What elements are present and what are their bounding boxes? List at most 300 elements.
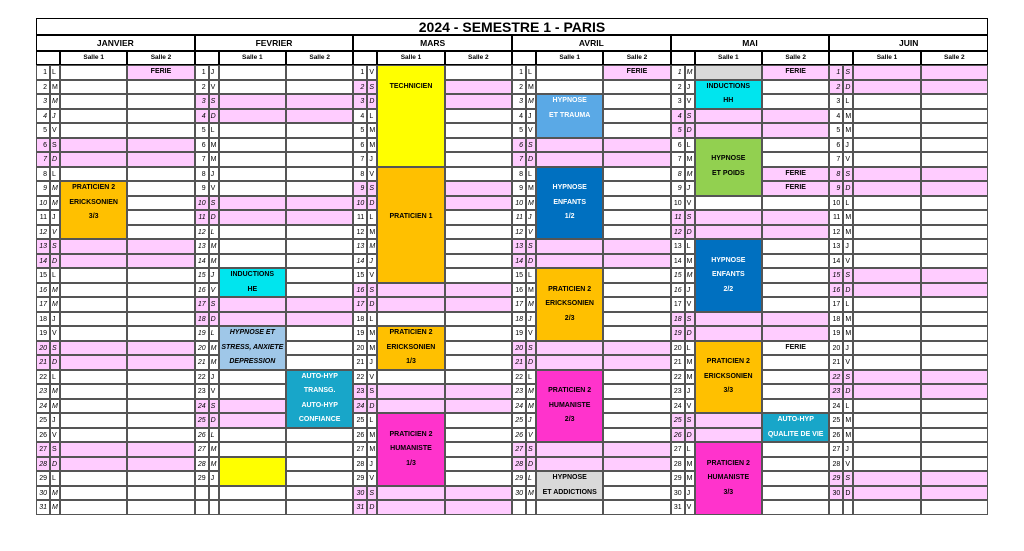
calendar-cell[interactable] [127,471,194,486]
calendar-cell[interactable] [921,428,988,443]
calendar-cell[interactable] [60,297,127,312]
calendar-cell[interactable] [286,80,353,95]
calendar-cell[interactable] [60,65,127,80]
calendar-cell[interactable] [286,471,353,486]
day-weekday: S [685,109,695,124]
calendar-cell[interactable] [853,123,920,138]
calendar-cell[interactable] [127,413,194,428]
calendar-cell[interactable] [286,152,353,167]
calendar-cell[interactable] [60,167,127,182]
calendar-cell[interactable] [286,486,353,501]
calendar-cell[interactable] [853,500,920,515]
calendar-cell[interactable] [536,341,603,356]
calendar-cell[interactable] [127,326,194,341]
calendar-cell[interactable] [219,123,286,138]
calendar-cell[interactable] [219,196,286,211]
calendar-cell[interactable] [60,138,127,153]
calendar-cell[interactable] [60,500,127,515]
calendar-cell[interactable] [219,167,286,182]
calendar-cell[interactable] [921,94,988,109]
calendar-cell[interactable] [603,370,670,385]
calendar-cell[interactable] [603,384,670,399]
calendar-cell[interactable] [603,123,670,138]
calendar-cell[interactable] [286,341,353,356]
calendar-cell[interactable] [377,486,444,501]
calendar-cell[interactable] [921,268,988,283]
calendar-cell[interactable] [286,181,353,196]
calendar-cell[interactable] [377,297,444,312]
calendar-cell[interactable] [445,312,512,327]
calendar-cell[interactable] [60,80,127,95]
calendar-cell[interactable] [695,225,762,240]
calendar-cell[interactable] [127,297,194,312]
session-block[interactable] [219,457,286,486]
calendar-cell[interactable] [60,428,127,443]
calendar-cell[interactable] [127,138,194,153]
calendar-cell[interactable] [286,442,353,457]
calendar-cell[interactable] [536,442,603,457]
calendar-cell[interactable] [695,210,762,225]
calendar-cell[interactable] [603,457,670,472]
calendar-cell[interactable] [286,312,353,327]
calendar-cell[interactable] [853,341,920,356]
calendar-cell[interactable] [60,109,127,124]
calendar-cell[interactable] [603,210,670,225]
calendar-cell[interactable] [695,326,762,341]
calendar-cell[interactable] [286,268,353,283]
calendar-cell[interactable] [219,181,286,196]
calendar-cell[interactable] [695,109,762,124]
calendar-cell[interactable] [445,152,512,167]
calendar-cell[interactable] [219,399,286,414]
calendar-cell[interactable] [286,65,353,80]
calendar-cell[interactable] [853,428,920,443]
calendar-cell[interactable] [445,413,512,428]
calendar-cell[interactable] [286,109,353,124]
calendar-cell[interactable] [536,152,603,167]
calendar-cell[interactable] [762,486,829,501]
calendar-cell[interactable] [445,196,512,211]
calendar-cell[interactable] [60,94,127,109]
calendar-cell[interactable] [921,457,988,472]
calendar-cell[interactable] [921,65,988,80]
day-weekday: M [50,94,60,109]
calendar-cell[interactable] [762,94,829,109]
calendar-cell[interactable] [853,138,920,153]
calendar-cell[interactable] [219,486,286,501]
calendar-cell[interactable] [695,428,762,443]
calendar-cell[interactable] [603,312,670,327]
calendar-cell[interactable] [127,500,194,515]
calendar-cell[interactable] [603,239,670,254]
calendar-cell[interactable] [853,471,920,486]
calendar-cell[interactable] [127,268,194,283]
day-number: 20 [36,341,50,356]
calendar-cell[interactable] [921,355,988,370]
calendar-cell[interactable] [219,138,286,153]
calendar-cell[interactable] [219,384,286,399]
calendar-cell[interactable] [762,283,829,298]
calendar-cell[interactable] [60,326,127,341]
calendar-cell[interactable] [603,283,670,298]
calendar-cell[interactable] [127,109,194,124]
calendar-cell[interactable] [603,442,670,457]
calendar-cell[interactable] [762,196,829,211]
calendar-cell[interactable] [377,312,444,327]
calendar-cell[interactable] [762,239,829,254]
calendar-cell[interactable] [921,80,988,95]
day-weekday: M [685,471,695,486]
calendar-cell[interactable] [286,138,353,153]
calendar-cell[interactable] [921,138,988,153]
calendar-cell[interactable] [762,442,829,457]
calendar-cell[interactable] [219,94,286,109]
calendar-cell[interactable] [445,297,512,312]
calendar-cell[interactable] [286,196,353,211]
calendar-cell[interactable] [921,312,988,327]
calendar-cell[interactable] [445,370,512,385]
calendar-cell[interactable] [445,384,512,399]
calendar-cell[interactable] [921,486,988,501]
calendar-cell[interactable] [219,109,286,124]
calendar-cell[interactable] [60,486,127,501]
calendar-cell[interactable] [921,210,988,225]
calendar-cell[interactable] [286,210,353,225]
calendar-cell[interactable] [603,486,670,501]
calendar-cell[interactable] [921,384,988,399]
calendar-cell[interactable] [60,312,127,327]
calendar-cell[interactable] [762,312,829,327]
calendar-cell[interactable] [853,225,920,240]
calendar-cell[interactable] [603,297,670,312]
calendar-cell[interactable] [127,225,194,240]
calendar-cell[interactable] [536,254,603,269]
calendar-cell[interactable] [127,80,194,95]
calendar-cell[interactable] [445,428,512,443]
calendar-cell[interactable] [445,399,512,414]
calendar-cell[interactable] [603,80,670,95]
calendar-cell[interactable] [445,486,512,501]
calendar-cell[interactable] [921,326,988,341]
calendar-cell[interactable] [127,94,194,109]
calendar-cell[interactable] [286,428,353,443]
day-number: 9 [353,181,367,196]
calendar-cell[interactable] [445,268,512,283]
calendar-cell[interactable] [762,138,829,153]
calendar-cell[interactable] [445,210,512,225]
calendar-cell[interactable] [445,326,512,341]
calendar-cell[interactable] [603,341,670,356]
calendar-cell[interactable] [762,384,829,399]
calendar-cell[interactable] [377,500,444,515]
calendar-cell[interactable] [445,65,512,80]
calendar-cell[interactable] [127,210,194,225]
calendar-cell[interactable] [286,500,353,515]
calendar-cell[interactable] [603,326,670,341]
calendar-cell[interactable] [219,297,286,312]
calendar-cell[interactable] [853,152,920,167]
calendar-cell[interactable] [286,297,353,312]
calendar-cell[interactable] [603,413,670,428]
calendar-cell[interactable] [536,500,603,515]
calendar-cell[interactable] [219,370,286,385]
calendar-cell[interactable] [921,109,988,124]
room-header-mars-1: Salle 1 [377,51,444,65]
calendar-cell[interactable] [127,283,194,298]
calendar-cell[interactable] [853,297,920,312]
calendar-cell[interactable] [219,210,286,225]
calendar-cell[interactable] [603,94,670,109]
session-label: 1/3 [406,459,416,467]
calendar-cell[interactable] [921,225,988,240]
calendar-cell[interactable] [219,225,286,240]
calendar-cell[interactable] [603,109,670,124]
calendar-cell[interactable] [445,109,512,124]
calendar-cell[interactable] [921,254,988,269]
calendar-cell[interactable] [921,181,988,196]
calendar-cell[interactable] [219,65,286,80]
calendar-cell[interactable] [445,123,512,138]
calendar-cell[interactable] [762,326,829,341]
calendar-cell[interactable] [127,428,194,443]
calendar-cell[interactable] [695,196,762,211]
calendar-cell[interactable] [536,355,603,370]
calendar-cell[interactable] [286,457,353,472]
calendar-cell[interactable] [377,384,444,399]
calendar-cell[interactable] [127,457,194,472]
calendar-cell[interactable] [286,123,353,138]
calendar-cell[interactable] [127,152,194,167]
calendar-cell[interactable] [377,283,444,298]
calendar-cell[interactable] [853,268,920,283]
calendar-cell[interactable] [60,384,127,399]
calendar-cell[interactable] [445,239,512,254]
room-header-mai-1: Salle 1 [695,51,762,65]
calendar-cell[interactable] [762,109,829,124]
calendar-cell[interactable] [762,254,829,269]
day-header-juin [829,51,853,65]
calendar-cell[interactable] [60,413,127,428]
calendar-cell[interactable] [853,326,920,341]
calendar-cell[interactable] [445,254,512,269]
calendar-cell[interactable] [853,283,920,298]
calendar-cell[interactable] [762,123,829,138]
calendar-cell[interactable] [536,80,603,95]
calendar-cell[interactable] [762,210,829,225]
calendar-cell[interactable] [853,196,920,211]
calendar-cell[interactable] [762,471,829,486]
calendar-cell[interactable] [286,254,353,269]
calendar-cell[interactable] [921,442,988,457]
calendar-cell[interactable] [853,413,920,428]
day-number: 28 [512,457,526,472]
calendar-cell[interactable] [60,355,127,370]
calendar-cell[interactable] [921,239,988,254]
calendar-cell[interactable] [762,297,829,312]
calendar-cell[interactable] [445,94,512,109]
calendar-cell[interactable] [536,65,603,80]
calendar-cell[interactable] [536,239,603,254]
calendar-cell[interactable] [127,312,194,327]
calendar-cell[interactable] [921,370,988,385]
calendar-cell[interactable] [286,283,353,298]
calendar-cell[interactable] [853,65,920,80]
calendar-cell[interactable] [60,152,127,167]
calendar-cell[interactable] [853,254,920,269]
calendar-cell[interactable] [60,399,127,414]
calendar-cell[interactable] [762,152,829,167]
calendar-cell[interactable] [60,370,127,385]
calendar-cell[interactable] [219,254,286,269]
calendar-cell[interactable] [60,254,127,269]
calendar-cell[interactable] [695,413,762,428]
calendar-cell[interactable] [853,210,920,225]
calendar-cell[interactable] [762,500,829,515]
calendar-cell[interactable] [286,355,353,370]
calendar-cell[interactable] [921,399,988,414]
calendar-cell[interactable] [603,152,670,167]
calendar-cell[interactable] [853,167,920,182]
calendar-cell[interactable] [286,225,353,240]
calendar-cell[interactable] [853,94,920,109]
calendar-cell[interactable] [127,196,194,211]
calendar-cell[interactable] [445,442,512,457]
calendar-cell[interactable] [127,167,194,182]
calendar-cell[interactable] [219,428,286,443]
calendar-cell[interactable] [60,341,127,356]
calendar-cell[interactable] [853,442,920,457]
calendar-cell[interactable] [853,457,920,472]
session-block[interactable] [377,167,444,283]
calendar-cell[interactable] [60,442,127,457]
calendar-cell[interactable] [853,355,920,370]
calendar-cell[interactable] [219,442,286,457]
calendar-cell[interactable] [60,283,127,298]
calendar-cell[interactable] [127,399,194,414]
calendar-cell[interactable] [127,355,194,370]
calendar-cell[interactable] [762,225,829,240]
calendar-cell[interactable] [127,442,194,457]
calendar-cell[interactable] [762,80,829,95]
day-weekday: M [50,500,60,515]
calendar-cell[interactable] [286,326,353,341]
calendar-cell[interactable] [445,80,512,95]
calendar-cell[interactable] [445,138,512,153]
calendar-cell[interactable] [853,239,920,254]
calendar-cell[interactable] [536,457,603,472]
calendar-cell[interactable] [853,181,920,196]
calendar-cell[interactable] [921,413,988,428]
calendar-cell[interactable] [219,413,286,428]
calendar-cell[interactable] [219,500,286,515]
calendar-cell[interactable] [445,167,512,182]
calendar-cell[interactable] [60,123,127,138]
calendar-cell[interactable] [219,152,286,167]
calendar-cell[interactable] [445,225,512,240]
calendar-cell[interactable] [853,312,920,327]
calendar-cell[interactable] [603,138,670,153]
calendar-cell[interactable] [921,152,988,167]
calendar-cell[interactable] [921,283,988,298]
calendar-cell[interactable] [695,123,762,138]
day-number: 1 [36,65,50,80]
calendar-cell[interactable] [853,384,920,399]
calendar-cell[interactable] [445,471,512,486]
calendar-cell[interactable] [445,341,512,356]
calendar-cell[interactable] [603,355,670,370]
calendar-cell[interactable] [603,399,670,414]
calendar-cell[interactable] [445,500,512,515]
calendar-cell[interactable] [127,239,194,254]
calendar-cell[interactable] [921,500,988,515]
calendar-cell[interactable] [853,486,920,501]
calendar-cell[interactable] [127,254,194,269]
calendar-cell[interactable] [762,370,829,385]
calendar-cell[interactable] [603,167,670,182]
calendar-cell[interactable] [219,80,286,95]
calendar-cell[interactable] [762,268,829,283]
calendar-cell[interactable] [60,457,127,472]
calendar-cell[interactable] [127,384,194,399]
calendar-cell[interactable] [127,341,194,356]
calendar-cell[interactable] [127,181,194,196]
calendar-cell[interactable] [853,370,920,385]
calendar-cell[interactable] [536,138,603,153]
calendar-cell[interactable] [695,312,762,327]
calendar-cell[interactable] [445,355,512,370]
calendar-cell[interactable] [762,355,829,370]
calendar-cell[interactable] [921,196,988,211]
calendar-cell[interactable] [127,370,194,385]
calendar-cell[interactable] [60,239,127,254]
calendar-cell[interactable] [853,399,920,414]
calendar-cell[interactable] [762,457,829,472]
calendar-cell[interactable] [603,254,670,269]
day-weekday: V [526,123,536,138]
calendar-cell[interactable] [445,181,512,196]
calendar-cell[interactable] [853,80,920,95]
calendar-cell[interactable] [603,500,670,515]
calendar-cell[interactable] [286,167,353,182]
calendar-cell[interactable] [219,312,286,327]
calendar-cell[interactable] [921,167,988,182]
calendar-cell[interactable] [60,268,127,283]
calendar-cell[interactable] [921,297,988,312]
calendar-cell[interactable] [377,370,444,385]
calendar-cell[interactable] [921,471,988,486]
session-block[interactable] [695,65,762,80]
calendar-cell[interactable] [603,428,670,443]
calendar-cell[interactable] [286,239,353,254]
calendar-cell[interactable] [853,109,920,124]
calendar-cell[interactable] [60,471,127,486]
calendar-cell[interactable] [286,94,353,109]
calendar-cell[interactable] [377,399,444,414]
calendar-cell[interactable] [603,196,670,211]
calendar-cell[interactable] [445,283,512,298]
calendar-cell[interactable] [603,268,670,283]
calendar-cell[interactable] [921,123,988,138]
calendar-cell[interactable] [219,239,286,254]
calendar-cell[interactable] [762,399,829,414]
calendar-cell[interactable] [603,471,670,486]
calendar-cell[interactable] [445,457,512,472]
calendar-cell[interactable] [603,225,670,240]
calendar-cell[interactable] [921,341,988,356]
calendar-cell[interactable] [603,181,670,196]
calendar-cell[interactable] [127,123,194,138]
calendar-cell[interactable] [127,486,194,501]
